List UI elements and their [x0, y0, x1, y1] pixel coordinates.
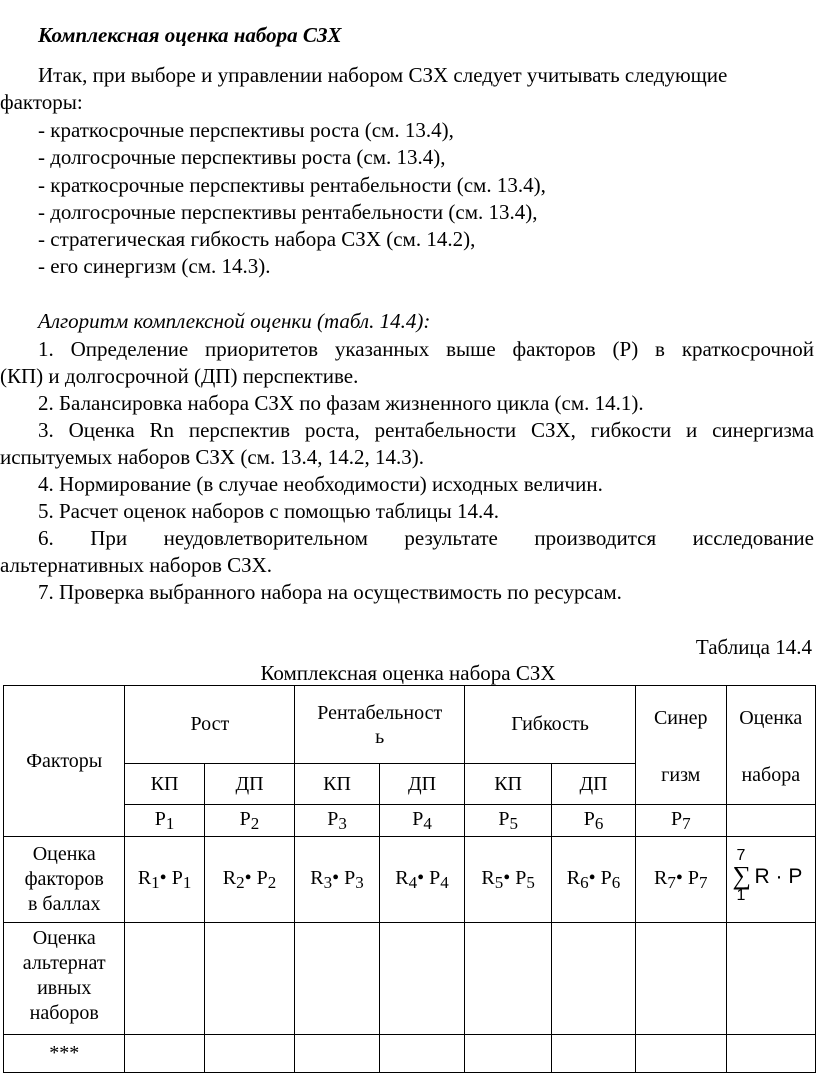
weight-p5: $P_5$: [465, 805, 552, 837]
empty-cell: [465, 923, 552, 1035]
sub-header-kp: КП: [465, 764, 552, 805]
empty-cell: [204, 1035, 295, 1073]
step-7: 7. Проверка выбранного набора на осуществимость по ресурсам.: [38, 580, 622, 604]
empty-cell: [295, 923, 380, 1035]
header-synergy: Синер гизм: [635, 686, 726, 805]
empty-cell: [726, 923, 815, 1035]
sub-header-dp: ДП: [552, 764, 636, 805]
factor-item: - его синергизм (см. 14.3).: [38, 254, 271, 278]
step-3-continued: испытуемых наборов СЗХ (см. 13.4, 14.2, 14.3).: [0, 445, 424, 469]
header-flexibility: Гибкость: [465, 686, 636, 764]
empty-cell: [379, 1035, 464, 1073]
sum-formula: 7 ∑ 1 R · P: [726, 837, 815, 923]
sub-header-dp: ДП: [379, 764, 464, 805]
row-label-alternatives: Оценка альтернат ивных наборов: [4, 923, 125, 1035]
product-cell: $R_3•$ $P_3$: [295, 837, 380, 923]
step-5: 5. Расчет оценок наборов с помощью таблицы 14.4.: [38, 499, 499, 523]
factor-item: - краткосрочные перспективы роста (см. 13.4),: [38, 118, 454, 142]
weight-p3: $P_3$: [295, 805, 380, 837]
header-row-1: [4, 686, 816, 764]
header-factors: Факторы: [4, 686, 125, 837]
table-row: [4, 1035, 816, 1073]
empty-cell: [552, 1035, 636, 1073]
table-number: Таблица 14.4: [695, 635, 812, 659]
weight-p7: $P_7$: [635, 805, 726, 837]
empty-cell: [125, 1035, 204, 1073]
empty-cell: [295, 1035, 380, 1073]
weight-empty: [726, 805, 815, 837]
product-cell: $R_5•$ $P_5$: [465, 837, 552, 923]
empty-cell: [635, 923, 726, 1035]
empty-cell: [125, 923, 204, 1035]
step-6-continued: альтернативных наборов СЗХ.: [0, 553, 273, 577]
product-cell: $R_4•$ $P_4$: [379, 837, 464, 923]
intro-line-1: Итак, при выборе и управлении набором СЗХ следует учитывать следующие: [38, 63, 728, 87]
section-heading: Комплексная оценка набора СЗХ: [38, 23, 342, 47]
factor-item: - долгосрочные перспективы роста (см. 13.4),: [38, 145, 446, 169]
weight-p6: $P_6$: [552, 805, 636, 837]
algorithm-title: Алгоритм комплексной оценки (табл. 14.4):: [38, 309, 431, 333]
product-cell: $R_2•$ $P_2$: [204, 837, 295, 923]
header-profitability: Рентабельност ь: [295, 686, 465, 764]
evaluation-table: [3, 685, 816, 1073]
step-3: 3. Оценка Rn перспектив роста, рентабельности СЗХ, гибкости и синергизма: [38, 418, 814, 442]
header-score: Оценка набора: [726, 686, 815, 805]
row-label-factor-scores: Оценка факторов в баллах: [4, 837, 125, 923]
empty-cell: [379, 923, 464, 1035]
sub-header-dp: ДП: [204, 764, 295, 805]
table-row: [4, 923, 816, 1035]
sub-header-kp: КП: [295, 764, 380, 805]
weight-p2: $P_2$: [204, 805, 295, 837]
header-growth: Рост: [125, 686, 295, 764]
step-4: 4. Нормирование (в случае необходимости) исходных величин.: [38, 472, 603, 496]
factor-item: - долгосрочные перспективы рентабельности (см. 13.4),: [38, 200, 538, 224]
product-cell: $R_7•$ $P_7$: [635, 837, 726, 923]
weights-row: [4, 805, 816, 837]
weight-p1: $P_1$: [125, 805, 204, 837]
step-2: 2. Балансировка набора СЗХ по фазам жизненного цикла (см. 14.1).: [38, 391, 644, 415]
sub-header-kp: КП: [125, 764, 204, 805]
empty-cell: [204, 923, 295, 1035]
row-label-stars: ***: [4, 1035, 125, 1073]
factor-item: - краткосрочные перспективы рентабельности (см. 13.4),: [38, 173, 546, 197]
empty-cell: [465, 1035, 552, 1073]
intro-line-2: факторы:: [0, 90, 83, 114]
product-cell: $R_6•$ $P_6$: [552, 837, 636, 923]
step-6: 6. При неудовлетворительном результате производится исследование: [38, 526, 814, 550]
empty-cell: [552, 923, 636, 1035]
empty-cell: [726, 1035, 815, 1073]
empty-cell: [635, 1035, 726, 1073]
weight-p4: $P_4$: [379, 805, 464, 837]
table-row: [4, 837, 816, 923]
factor-item: - стратегическая гибкость набора СЗХ (см. 14.2),: [38, 227, 476, 251]
table-caption: Комплексная оценка набора СЗХ: [260, 661, 556, 685]
product-cell: $R_1•$ $P_1$: [125, 837, 204, 923]
step-1-continued: (КП) и долгосрочной (ДП) перспективе.: [0, 364, 359, 388]
sigma-symbol: ∑: [732, 860, 752, 890]
step-1: 1. Определение приоритетов указанных выше факторов (Р) в краткосрочной: [38, 337, 814, 361]
